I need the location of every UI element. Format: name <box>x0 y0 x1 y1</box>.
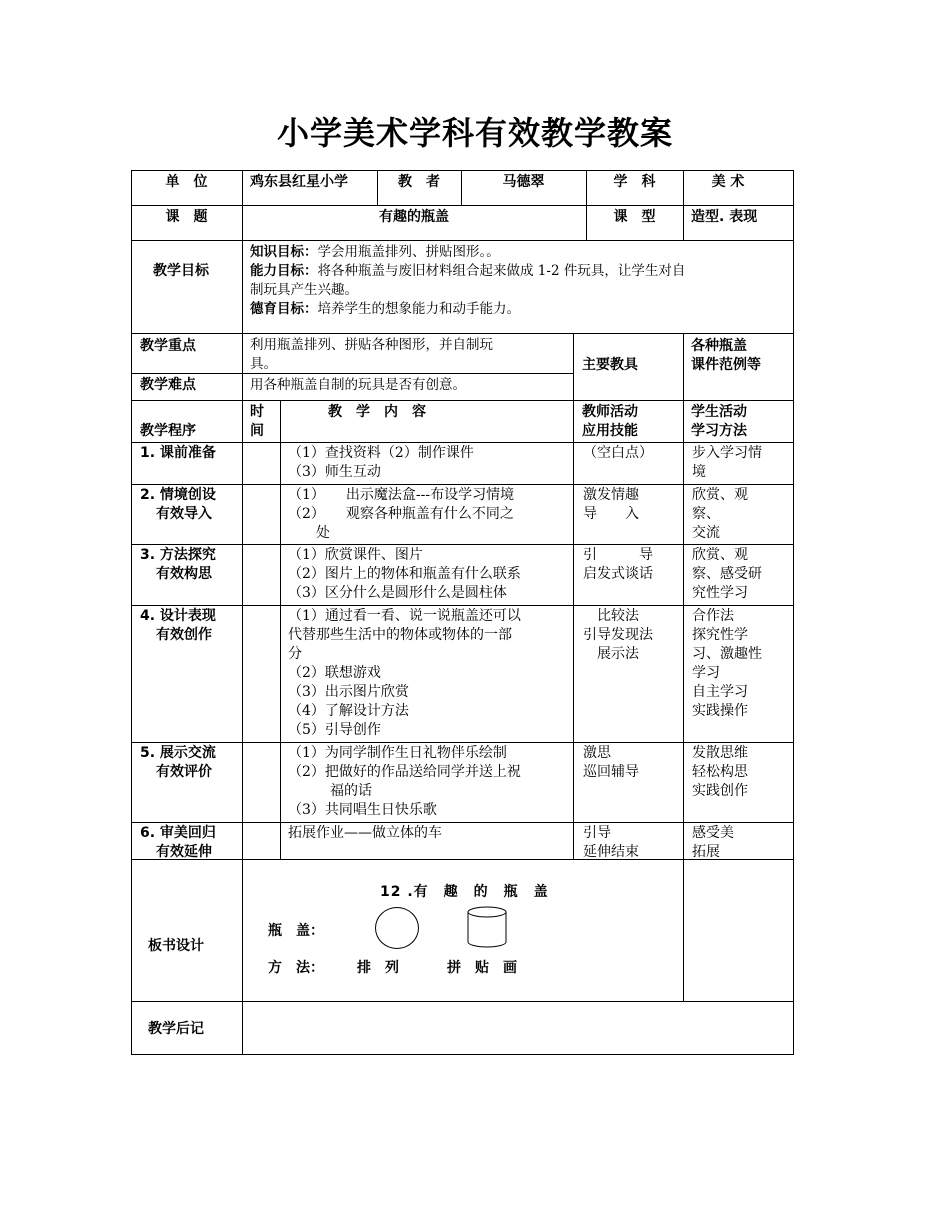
step-student-activity-line: 察、 <box>692 506 720 522</box>
teacher-value: 马德翠 <box>502 174 545 190</box>
step-content-line: （1）查找资料（2）制作课件 <box>288 445 474 461</box>
step-label <box>140 444 240 463</box>
step-label <box>140 824 240 862</box>
board-method-collage: 拼 贴 画 <box>447 960 517 976</box>
step-label <box>140 546 240 584</box>
step-label-line: 有效构思 <box>156 566 212 582</box>
step-teacher-activity-line: 引导发现法 <box>583 627 653 643</box>
step-label <box>140 607 240 645</box>
step-student-activity-line: 交流 <box>692 525 720 541</box>
difficulty-text: 用各种瓶盖自制的玩具是否有创意。 <box>250 377 466 393</box>
step-label-line: 5. 展示交流 <box>140 745 216 761</box>
step-content-line: （1） 出示魔法盒---布设学习情境 <box>288 487 515 503</box>
board-method-arrange: 排 列 <box>357 960 399 976</box>
program-header: 教学程序 <box>140 423 196 439</box>
page-title: 小学美术学科有效教学教案 <box>276 114 673 152</box>
step-teacher-activity <box>583 824 681 862</box>
step-student-activity <box>692 607 792 721</box>
circle-shape <box>375 907 419 949</box>
step-teacher-activity <box>583 744 681 782</box>
unit-label: 单 位 <box>165 174 208 190</box>
step-teacher-activity-line: 展示法 <box>583 646 639 662</box>
step-label-line: 有效延伸 <box>156 844 212 860</box>
step-student-activity <box>692 444 792 482</box>
step-content-line: （1）通过看一看、说一说瓶盖还可以 <box>288 608 521 624</box>
step-student-activity-line: 探究性学 <box>692 627 748 643</box>
knowledge-goal-label: 知识目标： <box>250 244 318 260</box>
step-student-activity-line: 学习 <box>692 665 720 681</box>
goals-label: 教学目标 <box>153 263 209 279</box>
topic-value: 有趣的瓶盖 <box>379 209 449 225</box>
step-content-line: 处 <box>288 525 330 541</box>
step-teacher-activity-line: 延伸结束 <box>583 844 639 860</box>
step-teacher-activity <box>583 607 681 664</box>
step-teacher-activity <box>583 546 681 584</box>
step-label <box>140 744 240 782</box>
teacher-activity-header <box>582 403 682 441</box>
time-header-line: 时 <box>250 404 264 420</box>
difficulty-label: 教学难点 <box>140 377 196 393</box>
key-point-line: 具。 <box>250 356 277 372</box>
board-caps-label: 瓶 盖： <box>268 923 324 939</box>
board-heading: 12 .有 趣 的 瓶 盖 <box>380 884 549 900</box>
step-content <box>288 444 572 482</box>
step-teacher-activity <box>583 486 681 524</box>
ability-goal-text-cont: 制玩具产生兴趣。 <box>250 282 358 298</box>
step-content-line: 分 <box>288 646 302 662</box>
step-content-line: 拓展作业——做立体的车 <box>288 825 442 841</box>
step-label-line: 1. 课前准备 <box>140 445 216 461</box>
step-student-activity-line: 境 <box>692 464 706 480</box>
step-student-activity <box>692 744 792 801</box>
step-label <box>140 486 240 524</box>
teacher-activity-header-line: 应用技能 <box>582 423 638 439</box>
goals-content <box>250 243 790 319</box>
step-content-line: （5）引导创作 <box>288 722 381 738</box>
step-content-line: （2）图片上的物体和瓶盖有什么联系 <box>288 566 521 582</box>
step-teacher-activity-line: 引 导 <box>583 547 653 563</box>
key-point-text <box>250 336 570 374</box>
cylinder-shape <box>466 905 508 949</box>
topic-label: 课 题 <box>165 209 208 225</box>
tools-label: 主要教具 <box>582 357 638 373</box>
step-content-line: 代替那些生活中的物体或物体的一部 <box>288 627 512 643</box>
ability-goal-text: 将各种瓶盖与废旧材料组合起来做成 1-2 件玩具，让学生对自 <box>317 263 686 279</box>
type-value: 造型. 表现 <box>691 209 758 225</box>
step-content-line: （3）区分什么是圆形什么是圆柱体 <box>288 585 507 601</box>
knowledge-goal-text: 学会用瓶盖排列、拼贴图形。。 <box>317 244 500 260</box>
tools-value-line: 各种瓶盖 <box>691 338 747 354</box>
step-teacher-activity-line: （空白点） <box>583 445 653 461</box>
step-teacher-activity-line: 导 入 <box>583 506 639 522</box>
afterword-label: 教学后记 <box>148 1021 204 1037</box>
step-student-activity-line: 自主学习 <box>692 684 748 700</box>
step-student-activity-line: 实践操作 <box>692 703 748 719</box>
step-student-activity-line: 习、激趣性 <box>692 646 762 662</box>
step-label-line: 有效导入 <box>156 506 212 522</box>
step-content <box>288 486 572 543</box>
step-label-line: 3. 方法探究 <box>140 547 216 563</box>
step-content-line: （2） 观察各种瓶盖有什么不同之 <box>288 506 514 522</box>
time-header-line: 间 <box>250 423 264 439</box>
step-label-line: 有效评价 <box>156 764 212 780</box>
step-content <box>288 546 572 603</box>
step-student-activity-line: 步入学习情 <box>692 445 762 461</box>
ability-goal-label: 能力目标： <box>250 263 318 279</box>
step-teacher-activity-line: 巡回辅导 <box>583 764 639 780</box>
time-header <box>250 403 278 441</box>
key-point-label: 教学重点 <box>140 338 196 354</box>
unit-value: 鸡东县红星小学 <box>250 174 348 190</box>
step-content <box>288 744 572 820</box>
step-teacher-activity-line: 启发式谈话 <box>583 566 653 582</box>
key-point-line: 利用瓶盖排列、拼贴各种图形，并自制玩 <box>250 337 493 353</box>
step-student-activity <box>692 546 792 603</box>
step-teacher-activity-line: 激思 <box>583 745 611 761</box>
step-student-activity <box>692 824 792 862</box>
step-label-line: 有效创作 <box>156 627 212 643</box>
student-activity-header-line: 学生活动 <box>691 404 747 420</box>
step-content-line: （3）共同唱生日快乐歌 <box>288 802 437 818</box>
step-content-line: （2）把做好的作品送给同学并送上祝 <box>288 764 521 780</box>
step-teacher-activity-line: 激发情趣 <box>583 487 639 503</box>
step-teacher-activity-line: 引导 <box>583 825 611 841</box>
content-header: 教 学 内 容 <box>328 404 426 420</box>
step-content <box>288 607 572 740</box>
step-student-activity-line: 轻松构思 <box>692 764 748 780</box>
step-teacher-activity <box>583 444 681 463</box>
step-student-activity-line: 欣赏、观 <box>692 487 748 503</box>
step-label-line: 2. 情境创设 <box>140 487 216 503</box>
step-content <box>288 824 572 843</box>
type-label: 课 型 <box>613 209 656 225</box>
student-activity-header <box>691 403 791 441</box>
subject-label: 学 科 <box>613 174 656 190</box>
step-content-line: （3）师生互动 <box>288 464 381 480</box>
teacher-label: 教 者 <box>398 174 440 190</box>
board-method-label: 方 法： <box>268 960 324 976</box>
step-student-activity-line: 拓展 <box>692 844 720 860</box>
tools-value <box>691 337 791 375</box>
step-content-line: （3）出示图片欣赏 <box>288 684 409 700</box>
step-student-activity-line: 合作法 <box>692 608 734 624</box>
step-content-line: （1）欣赏课件、图片 <box>288 547 423 563</box>
step-content-line: （1）为同学制作生日礼物伴乐绘制 <box>288 745 507 761</box>
step-student-activity-line: 实践创作 <box>692 783 748 799</box>
step-label-line: 4. 设计表现 <box>140 608 216 624</box>
step-student-activity-line: 究性学习 <box>692 585 748 601</box>
step-content-line: （4）了解设计方法 <box>288 703 409 719</box>
step-student-activity-line: 察、感受研 <box>692 566 762 582</box>
step-label-line: 6. 审美回归 <box>140 825 216 841</box>
step-teacher-activity-line: 比较法 <box>583 608 639 624</box>
step-student-activity-line: 发散思维 <box>692 745 748 761</box>
step-content-line: （2）联想游戏 <box>288 665 381 681</box>
step-student-activity-line: 欣赏、观 <box>692 547 748 563</box>
teacher-activity-header-line: 教师活动 <box>582 404 638 420</box>
step-content-line: 福的话 <box>288 783 372 799</box>
moral-goal-text: 培养学生的想象能力和动手能力。 <box>317 301 520 317</box>
step-student-activity <box>692 486 792 543</box>
step-student-activity-line: 感受美 <box>692 825 734 841</box>
tools-value-line: 课件范例等 <box>691 357 761 373</box>
moral-goal-label: 德育目标： <box>250 301 318 317</box>
board-label: 板书设计 <box>148 938 204 954</box>
student-activity-header-line: 学习方法 <box>691 423 747 439</box>
subject-value: 美 术 <box>711 174 745 190</box>
